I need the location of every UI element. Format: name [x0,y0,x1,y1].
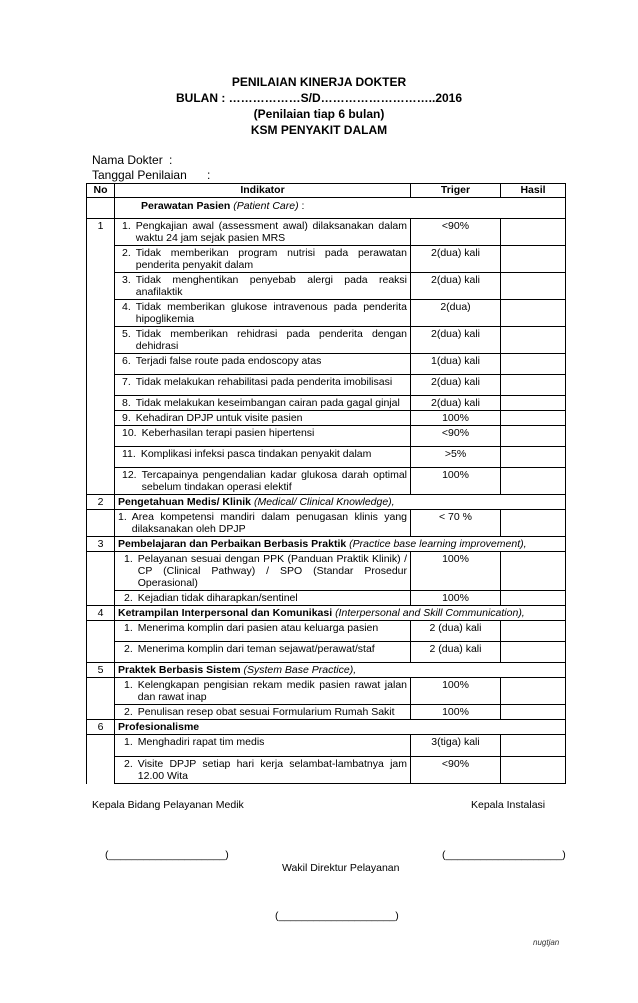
item-text: Kehadiran DPJP untuk visite pasien [135,412,303,424]
triger-cell: <90% [411,426,501,447]
row-number-cell [87,591,115,606]
table-row [87,426,566,447]
row-number-cell [87,678,115,705]
hasil-cell [501,375,566,396]
triger-cell: >5% [411,447,501,468]
item-text: Pengkajian awal (assessment awal) dilaksanakan dalam waktu 24 jam sejak pasien MRS [135,220,407,244]
hasil-cell [501,735,566,757]
row-number-cell [87,327,115,354]
section-title-english: (System Base Practice), [243,664,357,676]
header-indikator: Indikator [115,184,411,198]
hasil-cell [501,246,566,273]
hasil-cell [501,705,566,720]
section-title-text: Pengetahuan Medis/ Klinik [118,496,252,508]
section-number [87,198,115,219]
indikator-item [118,274,407,298]
item-number: 2. [124,758,133,770]
row-number-cell [87,621,115,642]
indikator-cell [115,642,411,663]
item-text: Komplikasi infeksi pasca tindakan penyakit dalam [140,448,372,460]
indikator-item [118,220,407,244]
indikator-item [118,706,407,718]
item-text: Keberhasilan terapi pasien hipertensi [141,427,315,439]
section-title [115,537,566,552]
row-number-cell [87,705,115,720]
assessment-date-colon: : [207,168,211,182]
row-number-cell: 1 [87,219,115,246]
table-row [87,757,566,784]
item-number: 5. [122,328,131,340]
triger-cell: < 70 % [411,510,501,537]
indikator-cell [115,591,411,606]
row-number-cell [87,552,115,591]
section-number: 5 [87,663,115,678]
item-text: Tidak menghentikan penyebab alergi pada reaksi anafilaktik [135,274,407,298]
row-number-cell [87,411,115,426]
item-text: Menerima komplin dari teman sejawat/perawat/staf [137,643,375,655]
section-number: 6 [87,720,115,735]
indikator-item [118,376,407,388]
row-number-cell [87,300,115,327]
section-title [115,198,566,219]
item-number: 1. [124,736,133,748]
table-row [87,447,566,468]
triger-cell: 2(dua) kali [411,273,501,300]
table-row [87,375,566,396]
hasil-cell [501,327,566,354]
hasil-cell [501,219,566,246]
item-number: 1. [124,679,133,691]
indikator-cell [115,552,411,591]
item-text: Tidak memberikan program nutrisi pada perawatan penderita penyakit dalam [135,247,407,271]
section-title [115,720,566,735]
indikator-cell [115,426,411,447]
triger-cell: 2(dua) [411,300,501,327]
triger-cell: 2(dua) kali [411,327,501,354]
section-row [87,606,566,621]
section-title-text: Profesionalisme [118,721,200,733]
signature-label-left: Kepala Bidang Pelayanan Medik [92,799,244,811]
item-number: 9. [122,412,131,424]
row-number-cell [87,447,115,468]
item-number: 7. [122,376,131,388]
item-text: Kejadian tidak diharapkan/sentinel [137,592,298,604]
hasil-cell [501,354,566,375]
doc-title: PENILAIAN KINERJA DOKTER [231,75,407,89]
item-text: Area kompetensi mandiri dalam penugasan klinis yang dilaksanakan oleh DPJP [131,511,407,535]
row-number-cell [87,273,115,300]
triger-cell: 2(dua) kali [411,246,501,273]
item-text: Tidak memberikan rehidrasi pada penderita dengan dehidrasi [135,328,407,352]
triger-cell: 100% [411,678,501,705]
section-title-text: Praktek Berbasis Sistem [118,664,241,676]
triger-cell: <90% [411,219,501,246]
hasil-cell [501,468,566,495]
item-text: Tidak melakukan keseimbangan cairan pada gagal ginjal [135,397,400,409]
section-number: 3 [87,537,115,552]
hasil-cell [501,411,566,426]
indikator-cell [115,396,411,411]
hasil-cell [501,757,566,784]
triger-cell: 100% [411,705,501,720]
indikator-item [118,469,407,493]
hasil-cell [501,678,566,705]
item-text: Terjadi false route pada endoscopy atas [135,355,322,367]
signature-label-center: Wakil Direktur Pelayanan [282,862,400,874]
item-text: Tidak memberikan glukose intravenous pada penderita hipoglikemia [135,301,407,325]
indikator-item [118,511,407,535]
header-no: No [87,184,115,198]
triger-cell: 100% [411,468,501,495]
indikator-cell [115,735,411,757]
triger-cell: 100% [411,411,501,426]
triger-cell: 2(dua) kali [411,396,501,411]
table-row [87,552,566,591]
indikator-item [118,355,407,367]
signature-line-left: (____________________) [105,849,229,861]
item-number: 12. [122,469,137,481]
hasil-cell [501,552,566,591]
item-number: 3. [122,274,131,286]
indikator-cell [115,375,411,396]
table-row [87,510,566,537]
item-number: 1. [124,622,133,634]
indikator-cell [115,354,411,375]
item-number: 8. [122,397,131,409]
indikator-item [118,328,407,352]
indikator-cell [115,300,411,327]
indikator-cell [115,621,411,642]
item-text: Tercapainya pengendalian kadar glukosa darah optimal sebelum tindakan operasi elektif [141,469,407,493]
table-row [87,705,566,720]
indikator-item [118,553,407,589]
table-row [87,411,566,426]
indikator-cell [115,757,411,784]
section-number: 4 [87,606,115,621]
hasil-cell [501,300,566,327]
table-row [87,621,566,642]
doctor-name-row [92,153,173,167]
triger-cell: 2 (dua) kali [411,621,501,642]
assessment-date-row [92,168,211,182]
hasil-cell [501,426,566,447]
triger-cell: 2 (dua) kali [411,642,501,663]
indikator-cell [115,327,411,354]
row-number-cell [87,354,115,375]
section-title-text: Ketrampilan Interpersonal dan Komunikasi [118,607,333,619]
indikator-cell [115,678,411,705]
item-number: 1. [124,553,133,565]
indikator-item [118,736,407,748]
section-row [87,663,566,678]
item-text: Pelayanan sesuai dengan PPK (Panduan Praktik Klinik) / CP (Clinical Pathway) / SPO (Standar Prosedur Operasional) [137,553,407,589]
indikator-cell [115,219,411,246]
item-text: Kelengkapan pengisian rekam medik pasien rawat jalan dan rawat inap [137,679,407,703]
row-number-cell [87,375,115,396]
signature-line-center: (____________________) [275,910,399,922]
hasil-cell [501,273,566,300]
triger-cell: 100% [411,552,501,591]
table-row [87,735,566,757]
table-row [87,219,566,246]
item-number: 6. [122,355,131,367]
hasil-cell [501,621,566,642]
section-title-text: Perawatan Pasien [141,200,231,212]
table-row [87,354,566,375]
item-number: 2. [124,643,133,655]
row-number-cell [87,396,115,411]
item-number: 2. [124,706,133,718]
row-number-cell [87,757,115,784]
table-row [87,246,566,273]
triger-cell: 2(dua) kali [411,375,501,396]
doc-unit: KSM PENYAKIT DALAM [250,123,388,137]
header-triger: Triger [411,184,501,198]
indikator-cell [115,705,411,720]
item-number: 1. [118,511,127,523]
row-number-cell [87,468,115,495]
doctor-name-colon: : [169,153,173,167]
doc-note: (Penilaian tiap 6 bulan) [253,107,385,121]
row-number-cell [87,246,115,273]
table-row [87,591,566,606]
section-row [87,720,566,735]
table-row [87,678,566,705]
indikator-item [118,758,407,782]
table-row [87,642,566,663]
hasil-cell [501,510,566,537]
triger-cell: <90% [411,757,501,784]
item-number: 2. [122,247,131,259]
assessment-date-label: Tanggal Penilaian [92,168,187,182]
section-title-english: (Practice base learning improvement), [349,538,527,550]
triger-cell: 3(tiga) kali [411,735,501,757]
indikator-cell [115,411,411,426]
item-text: Menghadiri rapat tim medis [137,736,265,748]
indikator-item [118,448,407,460]
section-title-text: Pembelajaran dan Perbaikan Berbasis Praktik [118,538,347,550]
section-title-suffix: : [298,200,305,212]
indikator-item [118,643,407,655]
row-number-cell [87,735,115,757]
assessment-table [86,183,566,784]
item-number: 11. [122,448,136,460]
section-title-english: (Interpersonal and Skill Communication), [335,607,525,619]
section-title [115,663,566,678]
indikator-item [118,412,407,424]
item-text: Tidak melakukan rehabilitasi pada penderita imobilisasi [135,376,393,388]
signature-line-right: (____________________) [442,849,566,861]
item-number: 2. [124,592,133,604]
row-number-cell [87,426,115,447]
item-number: 1. [122,220,131,232]
triger-cell: 1(dua) kali [411,354,501,375]
hasil-cell [501,591,566,606]
doc-period: BULAN : ………………S/D………………………..2016 [175,91,463,105]
section-row [87,495,566,510]
indikator-cell [115,273,411,300]
table-row [87,327,566,354]
header-hasil: Hasil [501,184,566,198]
table-header-row [87,184,566,198]
item-text: Visite DPJP setiap hari kerja selambat-lambatnya jam 12.00 Wita [137,758,407,782]
indikator-item [118,427,407,439]
doctor-name-label: Nama Dokter [92,153,163,167]
indikator-item [118,301,407,325]
footer-mark: nugtjan [533,938,560,947]
table-row [87,396,566,411]
triger-cell: 100% [411,591,501,606]
indikator-item [118,592,407,604]
table-row [87,300,566,327]
table-row [87,468,566,495]
indikator-cell [115,447,411,468]
section-row [87,537,566,552]
row-number-cell [87,642,115,663]
indikator-cell [115,246,411,273]
table-row [87,273,566,300]
hasil-cell [501,396,566,411]
section-number: 2 [87,495,115,510]
indikator-item [118,679,407,703]
indikator-cell [115,510,411,537]
item-text: Penulisan resep obat sesuai Formularium Rumah Sakit [137,706,395,718]
section-row [87,198,566,219]
item-text: Menerima komplin dari pasien atau keluarga pasien [137,622,379,634]
indikator-cell [115,468,411,495]
row-number-cell [87,510,115,537]
section-title [115,495,566,510]
indikator-item [118,622,407,634]
section-title-english: (Patient Care) [233,200,299,212]
hasil-cell [501,642,566,663]
signature-label-right: Kepala Instalasi [471,799,546,811]
indikator-item [118,247,407,271]
indikator-item [118,397,407,409]
item-number: 4. [122,301,131,313]
section-title [115,606,566,621]
item-number: 10. [122,427,137,439]
section-title-english: (Medical/ Clinical Knowledge), [253,496,395,508]
hasil-cell [501,447,566,468]
